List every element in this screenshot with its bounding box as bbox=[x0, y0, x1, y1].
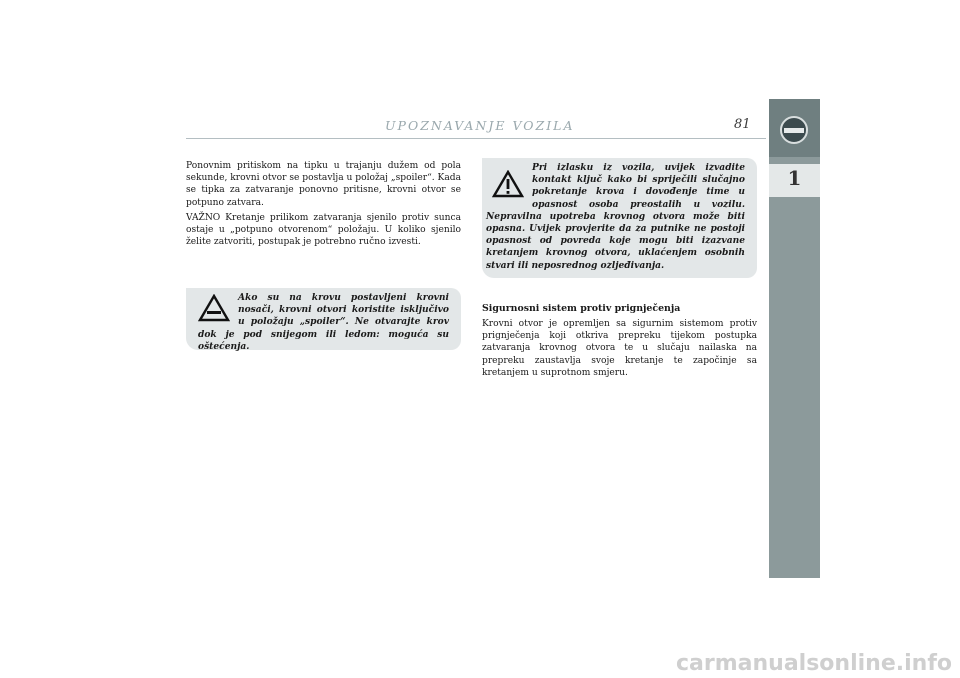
page-header-title: UPOZNAVANJE VOZILA bbox=[385, 118, 575, 133]
warning-box-exit-vehicle bbox=[482, 158, 757, 278]
page-number: 81 bbox=[734, 117, 751, 132]
body-paragraph-spoiler: Ponovnim pritiskom na tipku u trajanju dužem od pola sekunde, krovni otvor se postavlja u položaj „spoiler“. Kada se tipka za zatvaranje ponovno pritisne, krovni otvor se potpuno zatvara. bbox=[186, 161, 461, 208]
brand-logo-box bbox=[769, 99, 820, 157]
warning-text: Pri izlasku iz vozila, uvijek izvadite kontakt ključ kako bi spriječili slučajno pokretanje krova i dovođenje time u opasnost osoba preostalih u vozilu. Nepravilna upotreba krovnog otvora može biti opasna. Uvijek provjerite da za putnike ne postoji opasnost od povreda koje mogu biti izazvane kretanjem krovnog otvora, uklaćenjem osobnih stvari ili neposrednog ozljeđivanja. bbox=[486, 162, 745, 271]
body-paragraph-anti-pinch: Krovni otvor je opremljen sa sigurnim sistemom protiv prignječenja koji otkriva prepreku tijekom postupka zatvaranja krovnog otvora te u slučaju nailaska na prepreku zaustavlja svoje kretanje te započinje sa kretanjem u suprotnom smjeru. bbox=[482, 319, 757, 378]
header-divider bbox=[186, 138, 766, 139]
caution-icon bbox=[198, 294, 238, 328]
lancia-logo-icon bbox=[780, 116, 808, 144]
chapter-tab[interactable] bbox=[769, 164, 820, 197]
note-box-roof-racks bbox=[186, 288, 461, 350]
chapter-tab-number: 1 bbox=[787, 166, 802, 190]
body-paragraph-important: VAŽNO Kretanje prilikom zatvaranja sjenilo protiv sunca ostaje u „potpuno otvorenom“ položaju. U koliko sjenilo želite zatvoriti, postupak je potrebno ručno izvesti. bbox=[186, 213, 461, 248]
note-text: Ako su na krovu postavljeni krovni nosači, krovni otvori koristite isključivo u položaju „spoiler“. Ne otvarajte krov dok je pod snijegom ili ledom: moguća su oštećenja. bbox=[198, 292, 449, 352]
watermark-text: carmanualsonline.info bbox=[676, 651, 952, 676]
chapter-sidebar bbox=[769, 99, 820, 578]
warning-icon bbox=[492, 170, 532, 204]
section-subheading: Sigurnosni sistem protiv prignječenja bbox=[482, 303, 681, 314]
